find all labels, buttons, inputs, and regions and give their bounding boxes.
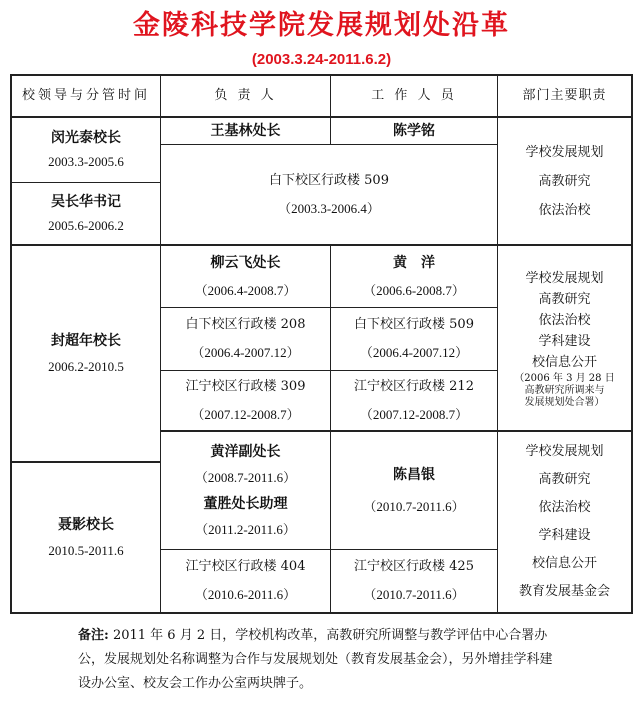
- period3-head2-name: 董胜处长助理: [203, 495, 288, 512]
- period3-office-a: [161, 550, 330, 612]
- period1-office: [161, 145, 497, 244]
- period3-office-b-name: 江宁校区行政楼 425: [354, 559, 474, 574]
- period3-duty-item: 依法治校: [538, 500, 591, 515]
- period2-duty-note: 发展规划处合署）: [524, 396, 605, 408]
- period2-office-a-dates: （2006.4-2007.12）: [191, 345, 300, 360]
- period2-head-name: 柳云飞处长: [210, 254, 281, 271]
- period3-staff-name: 陈昌银: [393, 466, 435, 483]
- period2-staff-dates: （2006.6-2008.7）: [363, 282, 465, 298]
- period2-office-d-dates: （2007.12-2008.7）: [359, 406, 469, 422]
- period2-office-c-dates: （2007.12-2008.7）: [191, 406, 300, 422]
- period3-duty-item: 学科建设: [538, 528, 591, 543]
- period1-leader2-name: 吴长华书记: [51, 193, 121, 210]
- period1-leader2-dates: 2005.6-2006.2: [48, 217, 124, 233]
- period1-leader1-name: 闵光泰校长: [51, 130, 121, 146]
- period3-office-b-dates: （2010.7-2011.6）: [363, 587, 465, 602]
- period2-duty-note: （2006 年 3 月 28 日: [514, 372, 615, 384]
- period2-head-dates: （2006.4-2008.7）: [194, 282, 297, 298]
- period1-office-dates: （2003.3-2006.4）: [278, 200, 380, 216]
- period3-duty-item: 校信息公开: [531, 556, 597, 571]
- period2-duty-item: 高教研究: [538, 291, 591, 307]
- period2-office-a: [161, 308, 330, 370]
- period3-duties: [498, 432, 631, 612]
- period2-leader-dates: 2006.2-2010.5: [48, 358, 124, 374]
- period3-leader-name: 聂影校长: [58, 516, 114, 533]
- period3-head1-dates: （2008.7-2011.6）: [194, 469, 297, 485]
- period3-office-a-name: 江宁校区行政楼 404: [185, 559, 306, 574]
- period2-staff-name: 黄 洋: [393, 254, 435, 271]
- period2-head: [161, 246, 330, 307]
- footnote-label: 备注:: [78, 628, 109, 643]
- period2-duty-item: 学校发展规划: [525, 270, 604, 286]
- footnote-text: 2011 年 6 月 2 日，学校机构改革，高教研究所调整与教学评估中心合署办公，发展规划处名称调整为合作与发展规划处（教育发展基金会），另外增挂学科建设办公室、校友会工作办公室两块牌子。: [78, 628, 553, 691]
- period2-office-a-name: 白下校区行政楼 208: [185, 317, 306, 332]
- period3-office-a-dates: （2010.6-2011.6）: [194, 587, 297, 602]
- period3-leader-dates: 2010.5-2011.6: [48, 542, 124, 558]
- header-staff: 工 作 人 员: [371, 88, 457, 103]
- period2-duty-item: 学科建设: [538, 333, 591, 349]
- period1-office-name: 白下校区行政楼 509: [269, 172, 389, 188]
- period3-staff-dates: （2010.7-2011.6）: [363, 498, 465, 514]
- header-head: 负 责 人: [214, 88, 277, 103]
- period3-duty-item: 学校发展规划: [525, 444, 604, 459]
- period1-leader1: [12, 118, 160, 182]
- header-duties: 部门主要职责: [522, 88, 607, 103]
- period2-duties: [498, 246, 631, 430]
- period3-duty-item: 教育发展基金会: [518, 584, 610, 599]
- period2-office-b-name: 白下校区行政楼 509: [354, 317, 474, 332]
- period1-duties: [498, 118, 631, 244]
- period3-head2-dates: （2011.2-2011.6）: [195, 521, 296, 537]
- period2-office-c: [161, 371, 330, 430]
- header-leaders: 校领导与分管时间: [21, 88, 150, 103]
- period1-duty-item: 学校发展规划: [525, 144, 604, 160]
- period1-leader1-dates: 2003.3-2005.6: [48, 154, 124, 169]
- period1-duty-item: 依法治校: [538, 202, 591, 218]
- period2-office-b-dates: （2006.4-2007.12）: [359, 345, 469, 360]
- period1-duty-item: 高教研究: [538, 173, 591, 189]
- page-subtitle: (2003.3.24-2011.6.2): [251, 51, 392, 68]
- period3-staff: [331, 432, 497, 549]
- page-title: 金陵科技学院发展规划处沿革: [133, 10, 510, 41]
- period3-office-b: [331, 550, 497, 612]
- period3-head1-name: 黄洋副处长: [210, 443, 281, 460]
- period2-office-c-name: 江宁校区行政楼 309: [185, 378, 306, 394]
- period2-duty-item: 校信息公开: [531, 354, 597, 370]
- period2-leader-name: 封超年校长: [51, 332, 121, 349]
- period1-staff: 陈学铭: [393, 123, 435, 139]
- period2-office-d: [331, 371, 497, 430]
- period3-duty-item: 高教研究: [538, 472, 591, 487]
- period2-staff: [331, 246, 497, 307]
- period2-office-b: [331, 308, 497, 370]
- period2-leader: [12, 246, 160, 461]
- period3-heads: [161, 432, 330, 549]
- period3-leader: [12, 463, 160, 612]
- period2-office-d-name: 江宁校区行政楼 212: [354, 378, 474, 394]
- period1-leader2: [12, 183, 160, 244]
- period2-duty-note: 高教研究所调来与: [524, 384, 605, 396]
- footnote: [78, 624, 558, 696]
- period2-duty-item: 依法治校: [538, 312, 591, 328]
- period1-head: 王基林处长: [210, 123, 281, 139]
